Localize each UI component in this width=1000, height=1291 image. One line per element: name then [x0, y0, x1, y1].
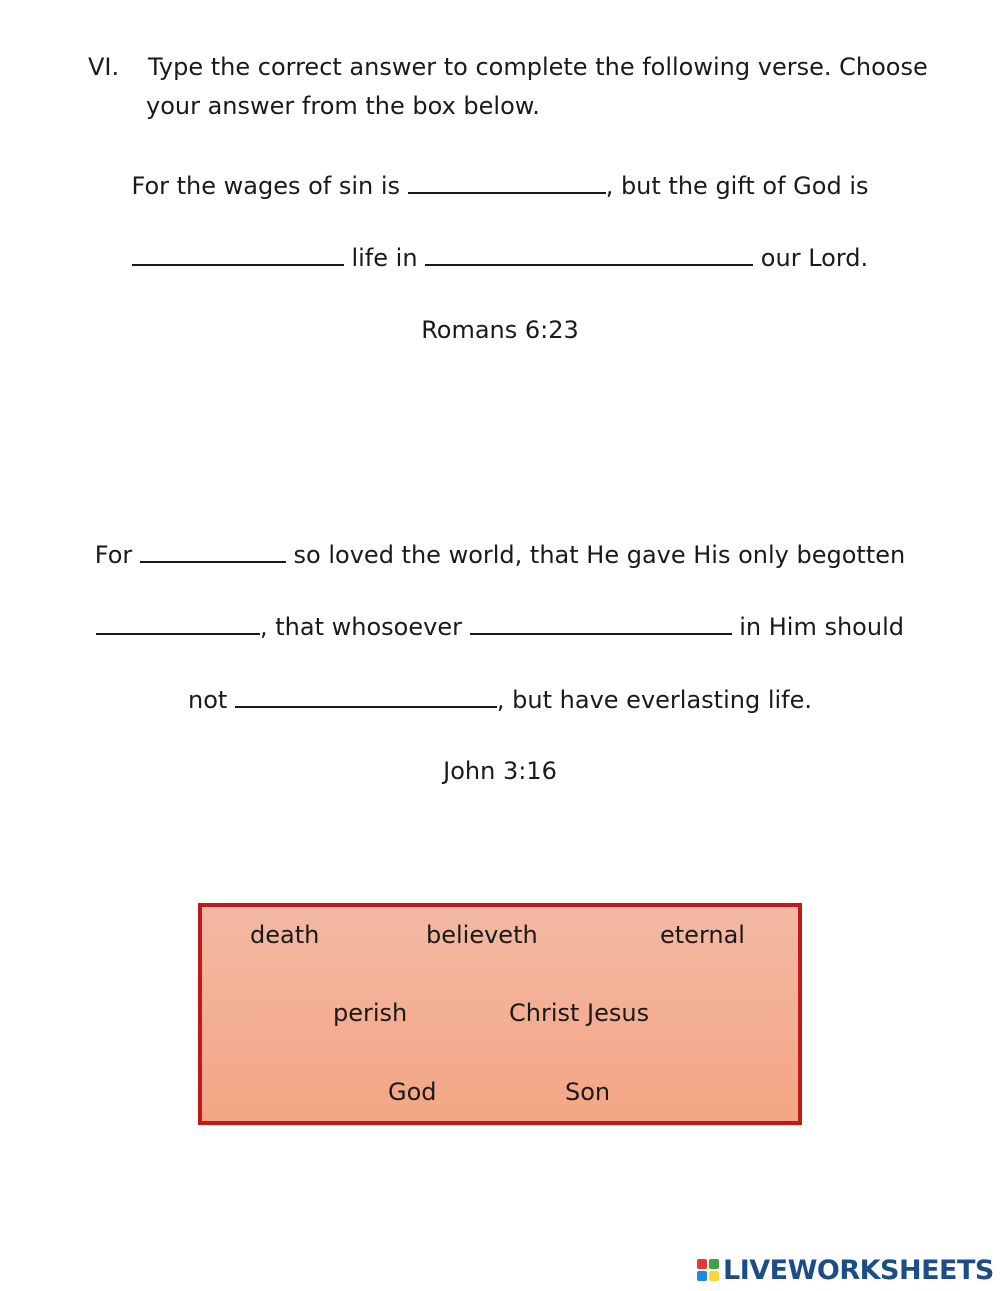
- verse-line: [0, 539, 1000, 570]
- liveworksheets-logo: [697, 1254, 994, 1286]
- answer-blank-whosoever[interactable]: [470, 611, 732, 635]
- word-bank-item[interactable]: death: [250, 921, 320, 949]
- word-bank-item[interactable]: perish: [333, 999, 408, 1027]
- word-bank-item[interactable]: believeth: [426, 921, 538, 949]
- word-bank-box: [198, 903, 802, 1125]
- logo-square: [709, 1271, 719, 1281]
- verse-line: [0, 170, 1000, 201]
- answer-blank-gift-life[interactable]: [132, 242, 344, 266]
- word-bank-item[interactable]: God: [388, 1078, 437, 1106]
- logo-square: [697, 1271, 707, 1281]
- verse-text: our Lord.: [753, 244, 869, 272]
- instruction-line-2: your answer from the box below.: [146, 92, 540, 120]
- verse-text: so loved the world, that He gave His only begotten: [285, 541, 906, 569]
- answer-blank-who-loved[interactable]: [140, 539, 286, 563]
- verse-reference: Romans 6:23: [421, 316, 579, 344]
- word-bank-item[interactable]: Christ Jesus: [509, 999, 650, 1027]
- question-number: VI.: [88, 53, 120, 81]
- verse-text: , that whosoever: [260, 613, 470, 641]
- verse-text: , but the gift of God is: [605, 172, 869, 200]
- word-bank-item[interactable]: eternal: [660, 921, 745, 949]
- instruction-line-1: Type the correct answer to complete the following verse. Choose: [148, 53, 928, 81]
- verse-line: [0, 684, 1000, 715]
- word-bank-item[interactable]: Son: [565, 1078, 611, 1106]
- logo-text: LIVEWORKSHEETS: [723, 1254, 994, 1286]
- verse-line: [0, 611, 1000, 642]
- verse-reference: John 3:16: [443, 757, 557, 785]
- answer-blank-wages[interactable]: [408, 170, 606, 194]
- verse-text: in Him should: [731, 613, 904, 641]
- verse-text: life in: [343, 244, 426, 272]
- logo-square: [709, 1259, 719, 1269]
- answer-blank-life-in[interactable]: [425, 242, 753, 266]
- liveworksheets-logo-icon: [697, 1259, 719, 1281]
- answer-blank-only-begotten[interactable]: [96, 611, 260, 635]
- verse-line: [0, 242, 1000, 273]
- verse-text: , but have everlasting life.: [496, 686, 812, 714]
- verse-text: For the wages of sin is: [131, 172, 408, 200]
- verse-text: not: [187, 686, 235, 714]
- logo-square: [697, 1259, 707, 1269]
- verse-text: For: [94, 541, 140, 569]
- answer-blank-should-not[interactable]: [235, 684, 497, 708]
